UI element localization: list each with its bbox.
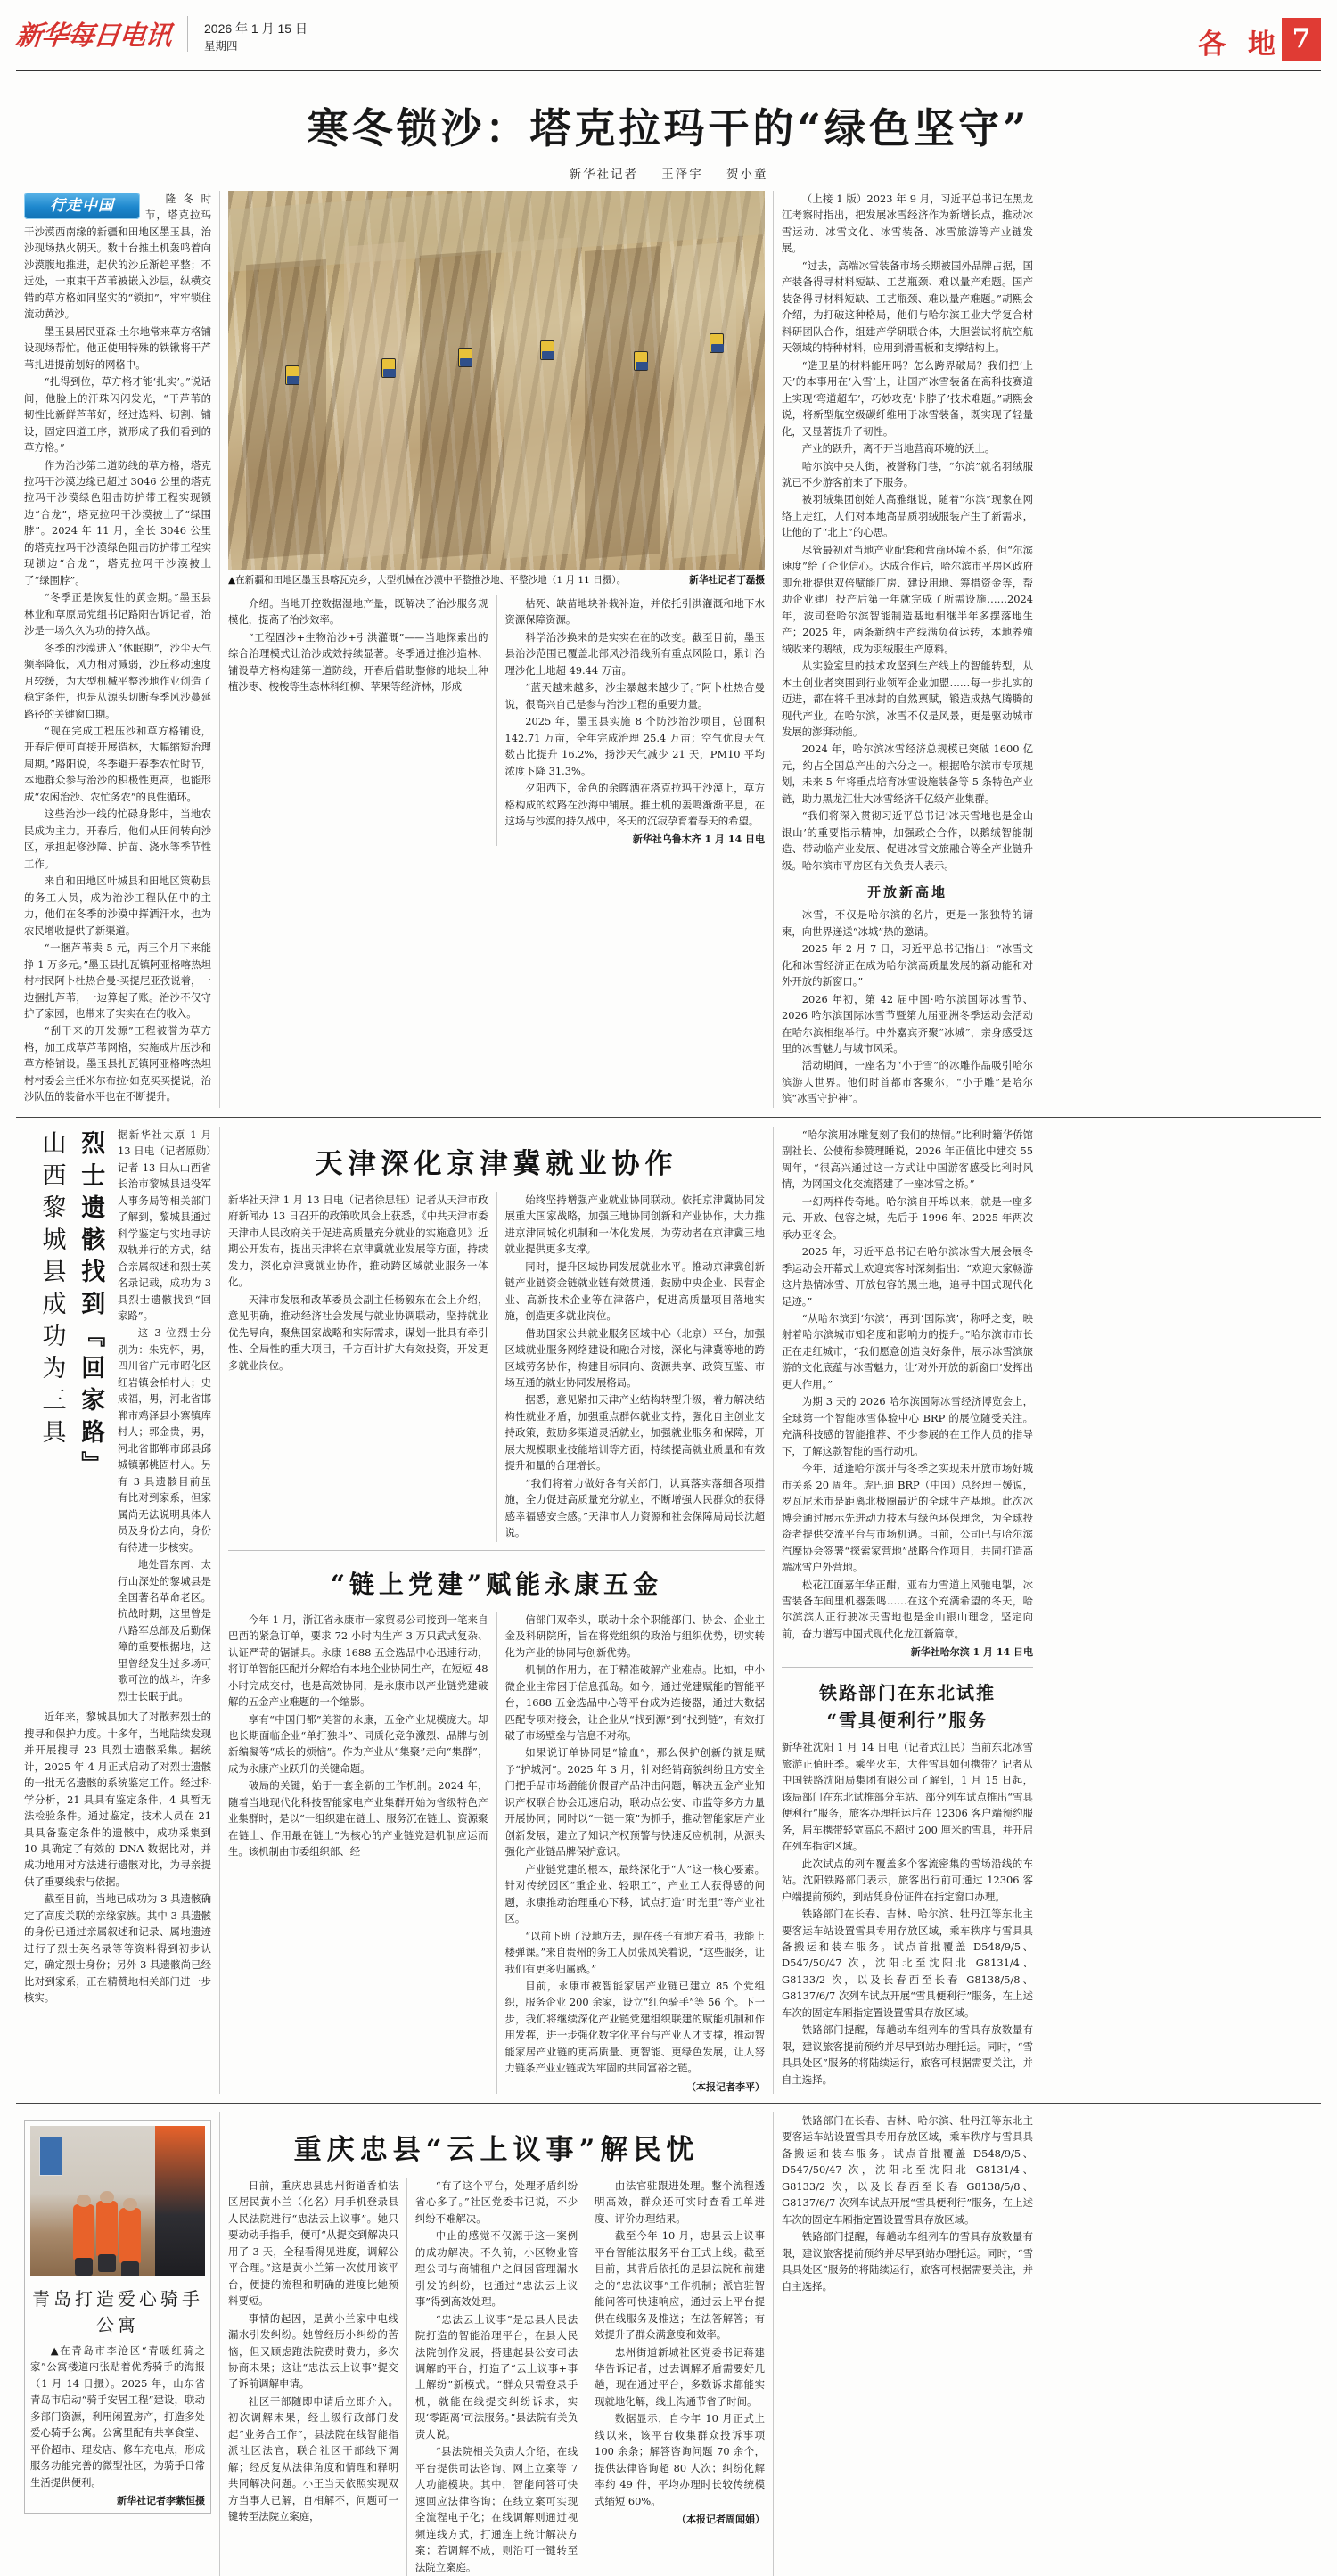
- paragraph: 为期 3 天的 2026 哈尔滨国际冰雪经济博览会上，全球第一个智能冰雪体验中心 BRP 的展位随受关注。充满科技感的智能推荐、不少参展的在工作人员的指导下，了解这款智能的雪行动机。: [782, 1395, 1033, 1457]
- paragraph: 铁路部门在长春、吉林、哈尔滨、牡丹江等东北主要客运车站设置雪具专用存放区域，乘车秩序与雪具具备搬运和装车服务。试点首批覆盖 D548/9/5、D547/50/47 次，沈阳北至沈阳北 G8131/4、G8133/2 次，以及长春西至长春 G8138/5/8、G8137/6/7 次列车试点开展“雪具便利行”服务，在上述车次的固定车厢指定置设置雪具存放区域。: [782, 2113, 1033, 2226]
- paragraph: 机制的作用力，在于精准破解产业难点。比如，中小微企业主常困于信息孤岛。如今，通过党建赋能的智能平台，1688 五金选品中心等平台成为连接器，通过大数据匹配专项对接会，让企业从“找到源”到“找到链”，有效打破了市场壁垒与信息不对称。: [504, 1663, 765, 1742]
- paragraph: 日前，重庆忠县忠州街道香柏法区居民黄小兰（化名）用手机登录县人民法院进行“忠法云上议事”。她只要动动手指手，便可“从提交到解决只用了 3 天，全程看得见进度，调解公平合理。”这是黄小兰第一次使用该平台，便捷的流程和明确的进度比她预料要短。: [228, 2178, 398, 2308]
- middle-section: [16, 1127, 1321, 2094]
- paragraph: 松花江面嘉年华正酣，亚布力雪道上风驰电掣，冰雪装备车间里机器轰鸣……在这个充满希望的冬天，哈尔滨滨人正行驶冰天雪地也是金山银山理念，坚定向前，奋力谱写中国式现代化龙江新篇章。: [782, 1578, 1033, 1640]
- paragraph: “造卫星的材料能用吗？怎么跨界破局？我们把‘上天’的本事用在‘入雪’上，让国产冰雪装备在高科技赛道上实现‘弯道超车’，巧妙攻克‘卡脖子’技术难题。”胡熙会说，将新型航空级碳纤维用于冰雪装备，既实现了轻量化，又显著提升了韧性。: [782, 358, 1033, 438]
- chongqing-credit: （本报记者周闻娟）: [677, 2514, 765, 2526]
- photo-caption-block: [228, 574, 765, 588]
- qingdao-credit: 新华社记者李紫恒摄: [117, 2495, 205, 2507]
- shanxi-vertical-headline: [24, 1127, 118, 1705]
- paragraph: “冬季正是恢复性的黄金期。”墨玉县林业和草原局党组书记路阳告诉记者，治沙是一场久久为功的持久战。: [24, 591, 211, 637]
- shanxi-story: [16, 1127, 219, 2094]
- rail-column-2: [774, 2112, 1041, 2576]
- bottom-section: [16, 2112, 1321, 2576]
- paragraph: 介绍。当地开控数据湿地产量，既解决了治沙服务规模化，提高了治沙效率。: [228, 596, 488, 627]
- masthead-rule: [16, 70, 1321, 71]
- paragraph: 天津市发展和改革委员会副主任杨毅东在会上介绍，意见明确，推动经济社会发展与就业协调联动，坚持就业优先导向，聚焦国家战略和实际需求，谋划一批具有牵引性、全局性的重大项目，千方百计扩大有效投资，开发更多就业岗位。: [228, 1292, 488, 1372]
- paragraph: “有了这个平台，处理矛盾纠纷省心多了。”社区党委书记说，不少纠纷不难解决。: [414, 2178, 578, 2225]
- paragraph: 享有“中国门都”美誉的永康，五金产业规模庞大。却也长期面临企业“单打独斗”、同质化竞争激烈、品牌与创新编凝等“成长的烦恼”。作为产业从“集聚”走向“集群”，成为永康产业跃升的关键命题。: [228, 1712, 488, 1775]
- masthead-section-zone: [1198, 12, 1321, 61]
- yongkang-column-2: [497, 1612, 766, 2094]
- paragraph: 近年来，黎城县加大了对散葬烈士的搜寻和保护力度。十多年，当地陆续发现并开展搜寻 23 具烈士遗骸采集。据统计，2025 年 4 月正式启动了对烈士遗骸的一批无名遗骸的系统鉴定工作。经过科学分析，21 具具有鉴定条件，4 具暂无法检验条件。通过鉴定，技术人员在 21 具具备鉴定条件的遗骸中，成功采集到 10 具确定了有效的 DNA 数据比对，并成功地用对方法进行遗骸对比，为寻亲提供了重要线索与依据。: [24, 1710, 211, 1888]
- chongqing-columns: [228, 2178, 765, 2576]
- publication-logo: 新华每日电讯: [13, 20, 173, 52]
- yongkang-headline: “链上党建”赋能永康五金: [330, 1569, 663, 1599]
- rail-headline-line2: “雪具便利行”服务: [826, 1710, 988, 1732]
- paragraph: 地处晋东南、太行山深处的黎城县是全国著名革命老区。抗战时期，这里曾是八路军总部及后勤保障的重要根据地，这里曾经发生过多场可歌可泣的战斗，许多烈士长眠于此。: [118, 1558, 211, 1702]
- tianjin-columns: [228, 1192, 765, 1542]
- paragraph: 铁路部门提醒，每趟动车组列车的雪具存放数量有限，建议旅客提前预约并尽早到站办理托运。同时，“雪具具处区”服务的将陆续运行，旅客可根据需要关注，并自主选择。: [782, 2023, 1033, 2086]
- paragraph: “扎得到位，草方格才能‘扎实’。”说话间，他脸上的汗珠闪闪发光，“干芦苇的韧性比新鲜芦苇好，经过选料、切割、铺设，固定四道工序，就形成了我们看到的草方格。”: [24, 375, 211, 455]
- paragraph: 始终坚持增强产业就业协同联动。依托京津冀协同发展重大国家战略，加强三地协同创新和产业协作，大力推进京津同城化机制和一体化发展，为劳动者在京津冀三地就业提供更多支撑。: [504, 1193, 765, 1256]
- shanxi-body-col: [118, 1127, 211, 1705]
- paragraph-dateline: 新华社天津 1 月 13 日电（记者徐思钰）记者从天津市政府新闻办 13 日召开的政策吹风会上获悉，《中共天津市委 天津市人民政府关于促进高质量充分就业的实施意见》近期公开发布，提出天津将在京津冀就业发展等方面，持续发力，深化京津冀就业协作，推动跨区域就业服务一体化。: [228, 1193, 488, 1289]
- paragraph: “过去，高端冰雪装备市场长期被国外品牌占据，国产装备得寻材料短缺、工艺瓶颈、难以量产难题。国产装备得寻材料短缺、工艺瓶颈、难以量产难题。”胡熙会介绍，为打破这种格局，他们与哈尔滨工业大学复合材料研团队合作，组建产学研联合体，大胆尝试将航空航天领域的特种材料，应用到滑雪板和支撑结构上。: [782, 258, 1033, 355]
- shanxi-headline-main: 烈士遗骸找到『回家路』: [77, 1129, 105, 1483]
- paragraph: 活动期间，一座名为“小于雪”的冰雕作品吸引哈尔滨游人世界。他们时首都市客聚尔，“小于雕”是哈尔滨“冰雪守护神”。: [782, 1059, 1033, 1105]
- paragraph: 此次试点的列车覆盖多个客流密集的雪场沿线的车站。沈阳铁路部门表示，旅客出行前可通过 12306 客户端提前预约，到站凭身份证件在指定窗口办理。: [782, 1857, 1033, 1903]
- harbin-subhead: 开放新高地: [866, 884, 947, 901]
- publication-weekday: 星期四: [204, 40, 238, 53]
- walking-china-badge: 行走中国: [24, 193, 140, 219]
- paragraph: “工程固沙+生物治沙+引洪灌溉”——当地探索出的综合治理模式让治沙成效持续显著。冬季通过推沙造林、铺设草方格构建第一道防线，开春后借助整修的地块上种植沙枣、梭梭等生态林科红柳、苹果等经济林，形成: [228, 630, 488, 693]
- qingdao-photo: [30, 2126, 205, 2276]
- lead-subcolumns: [228, 595, 765, 847]
- paragraph: 科学治沙换来的是实实在在的改变。截至目前，墨玉县治沙范围已覆盖北部风沙沿线所有重点风险口，累计治理沙化土地超 49.44 万亩。: [504, 630, 765, 677]
- paragraph: 如果说订单协同是“输血”，那么保护创新的就是赋予“护城河”。2025 年 3 月，针对经销商貌纠纷且方安全门把手品市场潜能价假冒产品冲击问题，解决五金产业知识产权联合协会迅速启动，联动点公安、市监等多方力量开展协同；同时以“一链一策”为抓手，推动智能家居产业创新发展，建立了知识产权预警与快速反应机制，从源头强化产业链品牌保护意识。: [504, 1746, 765, 1858]
- paragraph: 从实验室里的技术攻坚到生产线上的智能转型，从本土创业者突围到行业领军企业加盟……每一步扎实的迈进，都在将千里冰封的自然禀赋，锻造成热气腾腾的现代产业。在哈尔滨，冰雪不仅是风景，更是驱动城市发展的澎湃动能。: [782, 660, 1033, 738]
- lead-dateline-end: 新华社乌鲁木齐 1 月 14 日电: [632, 833, 765, 846]
- paragraph-dateline: 新华社沈阳 1 月 14 日电（记者武江民）当前东北冰雪旅游正值旺季。乘坐火车，大件雪具如何携带？记者从中国铁路沈阳局集团有限公司了解到，1 月 15 日起，该局部门在东北试推部分车站、部分列车试点推出“雪具便利行”服务，旅客办理托运后在 12306 客户端预约服务，届车携带轻宽高总不超过 200 厘米的雪具，并开启在列车指定区域。: [782, 1741, 1033, 1853]
- paragraph: 2025 年 2 月 7 日，习近平总书记指出：“冰雪文化和冰雪经济正在成为哈尔滨高质量发展的新动能和对外开放的新窗口。”: [782, 942, 1033, 989]
- paragraph: 今年 1 月，浙江省永康市一家贸易公司接到一笔来自巴西的紧急订单，要求 72 小时内生产 3 万只武式复杂、认证严苛的锯铺具。永康 1688 五金选品中心迅速行动，将订单智能匹配并分解给有本地企业协同生产，在短短 48 小时完成交付，也是高效协同，是永康市以产业链党建破解的五金产业难题的一个缩影。: [228, 1612, 488, 1709]
- section-name: 各 地: [1198, 29, 1282, 61]
- harbin-body-1: [782, 191, 1033, 874]
- tianjin-column-1: [228, 1192, 496, 1542]
- rail-body: [782, 1739, 1033, 2088]
- paragraph: “现在完成工程压沙和草方格铺设，开春后便可直接开展造林，大幅缩短治理周期。”路阳说，冬季避开春季农忙时节，本地群众参与治沙的积极性更高，也能形成“农闲治沙、农忙务农”的良性循环。: [24, 725, 211, 803]
- paragraph: “哈尔滨用冰雕复刻了我们的热情。”比利时籍华侨馆副社长、公使衔参赞理睡说，2026 年正值比中建交 55 周年，“很高兴通过这一方式让中国游客感受比利时风情，为网国文化交流搭建了一座冰雪之桥。”: [782, 1128, 1033, 1191]
- paragraph: 墨玉县居民亚森·土尔地常来草方格铺设现场帮忙。他正使用特殊的铁锹将干芦苇扎进提前划好的网格中。: [24, 324, 211, 371]
- yongkang-column-1: [228, 1612, 496, 2094]
- paragraph: 由法官驻跟进处理。整个流程透明高效，群众还可实时查看工单进度、评价办理结果。: [595, 2178, 765, 2225]
- publication-date: 2026 年 1 月 15 日: [204, 21, 308, 36]
- lead-headline: 寒冬锁沙：塔克拉玛干的“绿色坚守”: [307, 104, 1030, 152]
- paragraph: 枯死、缺苗地块补栽补造，并依托引洪灌溉和地下水资源保障资源。: [504, 596, 765, 627]
- paragraph: ▲在青岛市李沧区“青暖红骑之家”公寓楼道内张贴着优秀骑手的海报（1 月 14 日摄）。2025 年，山东省青岛市启动“骑手安居工程”建设，联动多部门资源，利用闲置房产，打造多处爱心骑手公寓。公寓里配有共享食堂、平价超市、理发店、修车充电点，形成服务功能完善的微型社区，为骑手日常生活提供便利。: [30, 2343, 205, 2489]
- shanxi-headline-sub: 山西黎城县成功为三具: [37, 1129, 66, 1451]
- paragraph: 据新华社太原 1 月 13 日电（记者原勋）记者 13 日从山西省长治市黎城县退役军人事务局等相关部门了解到，黎城县通过科学鉴定与实地寻访双轨并行的方式，结合亲属叙述和烈士英名录记载，成功为 3 具烈士遗骸找到“回家路”。: [118, 1128, 211, 1322]
- paragraph: 产业的跃升，离不开当地营商环境的沃土。: [801, 442, 996, 455]
- paragraph: 2024 年，哈尔滨冰雪经济总规模已突破 1600 亿元，约占全国总产出的六分之一。根据哈尔滨市专项规划，未来 5 年将重点培育冰雪设施装备等 5 条特色产业链，助力黑龙江壮大冰雪经济千亿级产业集群。: [782, 742, 1033, 805]
- paragraph: 破局的关键，始于一套全新的工作机制。2024 年，随着当地现代化科技智能家电产业集群开始为省级特色产业集群时，是以“一组织建在链上、服务沉在链上、资源聚在链上、作用最在链上”为核心的产业链党建机制应运而生。该机制由市委组织部、经: [228, 1779, 488, 1858]
- rail-headline-line1: 铁路部门在东北试推: [819, 1682, 996, 1704]
- paragraph: “刮干来的开发源”工程被誉为草方格，加工成草芦苇网格，实施成片压沙和草方格铺设。墨玉县扎瓦镇阿亚格喀热坦村村委会主任米尔布拉·如克买买提说，治沙队伍的装备水平也在不断提升。: [24, 1024, 211, 1103]
- chongqing-story: [220, 2112, 773, 2576]
- tianjin-headline: 天津深化京津冀就业协作: [315, 1147, 678, 1180]
- qingdao-caption: [30, 2342, 205, 2490]
- chongqing-headline: 重庆忠县“云上议事”解民忧: [293, 2133, 700, 2166]
- paragraph: 这些治沙一线的忙碌身影中，当地农民成为主力。开春后，他们从田间转向沙区，承担起修沙障、护苗、浇水等季节性工作。: [24, 808, 211, 870]
- lead-body-2: [228, 595, 496, 847]
- byline-reporter-1: 王泽宇: [661, 168, 703, 182]
- center-middle-zone: [220, 1127, 773, 2094]
- harbin-column-2: [774, 1127, 1041, 2094]
- paragraph: 冰雪，不仅是哈尔滨的名片，更是一张独特的请柬，向世界递送“冰城”热的邀请。: [782, 908, 1033, 938]
- paragraph: 哈尔滨中央大街，被誉称门巷，“尔滨”就名羽绒服就已不少游客前来了下服务。: [782, 459, 1033, 488]
- paragraph: 忠州街道新城社区党委书记蒋建华告诉记者，过去调解矛盾需要好几趟，现在通过平台，多数诉求都能实现就地化解，线上沟通节省了时间。: [595, 2345, 765, 2408]
- paragraph: 今年，适逢哈尔滨开与冬季之实现未开放市场好城市关系 20 周年。虎巴迪 BRP（中国）总经理王媛说，罗瓦尼米市是距离北极圈最近的全球生产基地。此次冰博会通过展示先进动力技术与绿色环保理念，为全球投资者提供交流平台与市场机遇。目前，公司已与哈尔滨汽摩协会签署“探索家营地”战略合作项目，共同打造高端冰雪户外营地。: [782, 1462, 1033, 1574]
- paragraph: “县法院相关负责人介绍，在线平台提供司法咨询、网上立案等 7 大功能模块。其中，智能问答可快速回应法律咨询；在线立案可实现全流程电子化；在线调解则通过视频连线方式，打通连上统计解决方案；若调解不成，则沿可一键转至法院立案庭。: [414, 2445, 578, 2573]
- paragraph: 截至目前，当地已成功为 3 具遗骸确定了高度关联的亲缘家族。其中 3 具遗骸的身份已通过亲属叙述和记录、属地遗迹进行了烈士英名录等等资料得到初步认定，确定烈士身份；另外 3 具遗骸尚已经比对到家系，正在精赞地相关部门进一步核实。: [24, 1892, 211, 2005]
- page-number-badge: 7: [1282, 18, 1321, 61]
- yongkang-columns: [228, 1612, 765, 2094]
- tianjin-column-2: [497, 1192, 766, 1542]
- paragraph: 夕阳西下，金色的余晖洒在塔克拉玛干沙漠上，草方格构成的纹路在沙海中铺展。推土机的轰鸣渐渐平息，在这场与沙漠的持久战中，冬天的沉寂孕育着春天的希望。: [504, 782, 765, 827]
- shanxi-body-rest: [24, 1709, 211, 2006]
- section-rule: [16, 1117, 1321, 1118]
- byline-reporter-2: 贺小童: [726, 168, 768, 182]
- chongqing-column-1: [228, 2178, 406, 2576]
- top-section: [16, 191, 1321, 1108]
- paragraph: 铁路部门在长春、吉林、哈尔滨、牡丹江等东北主要客运车站设置雪具专用存放区域，乘车秩序与雪具具备搬运和装车服务。试点首批覆盖 D548/9/5、D547/50/47 次，沈阳北至沈阳北 G8131/4、G8133/2 次，以及长春西至长春 G8138/5/8、G8137/6/7 次列车试点开展“雪具便利行”服务，在上述车次的固定车厢指定置设置雪具存放区域。: [782, 1907, 1033, 2019]
- paragraph: “我们将深入贯彻习近平总书记‘冰天雪地也是金山银山’的重要指示精神，加强政企合作，以鹅绒智能制造、带动临产业发展、促进冰雪文旅融合等全产业链升级。哈尔滨市平房区有关负责人表示。: [782, 809, 1033, 872]
- qingdao-photo-story: [16, 2112, 219, 2576]
- paragraph: 据悉，意见紧扣天津产业结构转型升级，着力解决结构性就业矛盾，加强重点群体就业支持，强化自主创业支持政策，鼓励多渠道灵活就业，加强就业服务和保障，开展大规模职业技能培训等方面，持续提高就业质量和有效提升和量的合理增长。: [504, 1393, 765, 1473]
- paragraph: 产业链党建的根本，最终深化于“人”这一核心要素。针对传统园区“重企业、轻职工”，产业工人获得感的问题，永康推动治理重心下移，试点打造“时光里”等产业社区。: [504, 1862, 765, 1925]
- masthead-logo-zone: [13, 12, 308, 55]
- paragraph: 信部门双牵头，联动十余个职能部门、协会、企业主金及科研院所，旨在将党组织的政治与组织优势，切实转化为产业的协同与创新优势。: [504, 1612, 765, 1659]
- photo-caption: ▲在新疆和田地区墨玉县喀瓦克乡，大型机械在沙漠中平整推沙地、平整沙地（1 月 11 日摄）。: [228, 575, 627, 586]
- byline-prefix: 新华社记者: [569, 168, 638, 182]
- paragraph: 被羽绒集团创始人高雅继说，随着“尔滨”现象在网络上走红，人们对本地高品质羽绒服装产生了新需求，让他的了“北上”的心思。: [782, 493, 1033, 539]
- harbin-column-1: [774, 191, 1041, 1108]
- paragraph: 冬季的沙漠进入“休眠期”，沙尘天气频率降低，风力相对减弱，沙丘移动速度月较缓，为大型机械平整沙地作业创造了稳定条件，也是从源头切断春季风沙蔓延路径的关键窗口期。: [24, 641, 211, 720]
- lead-byline: [16, 164, 1321, 182]
- masthead-date-zone: [204, 12, 308, 55]
- harbin-body-2: [782, 1127, 1033, 1643]
- paragraph: 2025 年，习近平总书记在哈尔滨冰雪大展会展冬季运动会开幕式上欢迎宾客时深刻指出：“欢迎大家畅游这片热情冰雪、开放包容的黑土地，追寻中国式现代化足迹。”: [782, 1245, 1033, 1308]
- paragraph: 2026 年初，第 42 届中国·哈尔滨国际冰雪节、2026 哈尔滨国际冰雪节暨第九届亚洲冬季运动会活动在哈尔滨相继举行。中外嘉宾齐聚“冰城”，亲身感受这里的冰雪魅力与城市风采。: [782, 992, 1033, 1054]
- rail-body-2: [782, 2112, 1033, 2294]
- paragraph: 一幻两样传奇地。哈尔滨自开埠以来，就是一座多元、开放、包容之城，先后于 1996 年、2025 年两次承办亚冬会。: [782, 1194, 1033, 1241]
- paragraph: 作为治沙第二道防线的草方格，塔克拉玛干沙漠边缘已超过 3046 公里的塔克拉玛干沙漠绿色阻击防护带工程实现锁边“合龙”，塔克拉玛干沙漠披上了“绿围脖”。2024 年 11 月，全长 3046 公里的塔克拉玛干沙漠绿色阻击防护带工程实现锁边“合龙”，塔克拉玛干沙漠披上了“绿围脖”。: [24, 458, 211, 587]
- photo-credit: 新华社记者丁磊摄: [689, 575, 765, 586]
- paragraph: “忠法云上议事”是忠县人民法院打造的智能治理平台，在县人民法院创作发展，搭建起县公安司法调解的平台，打造了“云上议事+事上解纷”新模式。“群众只需登录手机，就能在线提交纠纷诉求，实现‘零距离’司法服务。”县法院有关负责人说。: [414, 2312, 578, 2441]
- paragraph: 隆冬时节，塔克拉玛干沙漠西南缘的新疆和田地区墨玉县，治沙现场热火朝天。数十台推土机轰鸣着向沙漠腹地推进，起伏的沙丘渐趋平整；不远处，一束束干芦苇被嵌入沙层，纵横交错的草方格如同坚实的“锁扣”，牢牢锁住流动黄沙。: [24, 193, 211, 321]
- paragraph: 2025 年，墨玉县实施 8 个防沙治沙项目，总面积 142.71 万亩，全年完成治理 25.4 万亩；空气优良天气数占比提升 16.2%，扬沙天气减少 21 天，PM10 平均浓度下降 31.3%。: [504, 715, 765, 777]
- paragraph: 来自和田地区叶城县和田地区策勒县的务工人员，成为治沙工程队伍中的主力，他们在冬季的沙漠中挥洒汗水，也为农民增收提供了新渠道。: [24, 874, 211, 937]
- paragraph: “我们将着力做好各有关部门，认真落实落细各项措施，全力促进高质量充分就业，不断增强人民群众的获得感幸福感安全感。”天津市人力资源和社会保障局局长沈超说。: [504, 1476, 765, 1539]
- lead-center-zone: [220, 191, 773, 1108]
- chongqing-column-2: [407, 2178, 586, 2576]
- qingdao-photo-box: [24, 2120, 211, 2514]
- paragraph: 截至今年 10 月，忠县云上议事平台智能法服务平台正式上线。截至目前，其背后依托的是县法院和前建之的“忠法议事”工作机制；派官驻智能问答可快速响应，通过云上平台提供在线服务及推送；在法答解答；有效提升了群众满意度和效率。: [595, 2229, 765, 2342]
- paragraph: 铁路部门提醒，每趟动车组列车的雪具存放数量有限，建议旅客提前预约并尽早到站办理托运。同时，“雪具具处区”服务的将陆续运行，旅客可根据需要关注，并自主选择。: [782, 2230, 1033, 2293]
- paragraph: 借助国家公共就业服务区域中心（北京）平台，加强区域就业服务网络建设和融合对接，深化与津冀等地的跨区域劳务协作，构建目标同向、资源共享、政策互鉴、市场互通的就业协同发展格局。: [504, 1326, 765, 1389]
- paragraph: 同时，提升区域协同发展就业水平。推动京津冀创新链产业链资金链就业链有效贯通，鼓励中央企业、民营企业、高新技术企业等在津落户，促进高质量项目落地实施，创造更多就业岗位。: [504, 1259, 765, 1323]
- paragraph: 中止的感觉不仅源于这一案例的成功解决。不久前，小区物业管理公司与商铺租户之间因管理漏水引发的纠纷，也通过“忠法云上议事”得到高效处理。: [414, 2229, 578, 2309]
- paragraph: “蓝天越来越多，沙尘暴越来越少了。”阿卜杜热合曼说，很高兴自己是参与治沙工程的重要力量。: [504, 681, 765, 710]
- paragraph: 社区干部随即申请后立即介入。初次调解未果，经上级行政部门发起“业务合工作”，县法院在线智能指派社区法官，联合社区干部线下调解；经反复从法律角度和情理和释明共同解决问题。小王当天依照实现双方当事人已解，自相解不，问题可一键转至法院立案庭，: [228, 2394, 398, 2523]
- desert-photo: [228, 191, 765, 570]
- harbin-body-1b: [782, 907, 1033, 1107]
- paragraph: 事情的起因，是黄小兰家中电线漏水引发纠纷。她曾经历小纠纷的苦恼，但又顾虑跑法院费时费力，多次协商未果；这让“忠法云上议事”提交了诉前调解申请。: [228, 2311, 398, 2391]
- masthead: [13, 12, 1321, 68]
- yongkang-credit: （本报记者李平）: [686, 2080, 765, 2093]
- paragraph: “一捆芦苇卖 5 元，两三个月下来能挣 1 万多元。”墨玉县扎瓦镇阿亚格喀热坦村村民阿卜杜热合曼·买提尼亚孜说着，一边捆扎芦苇，一边算起了账。治沙不仅守护了家园，也带来了实实在在的收入。: [24, 941, 211, 1020]
- section-rule: [16, 2103, 1321, 2104]
- paragraph: 数据显示，自今年 10 月正式上线以来，该平台收集群众投诉事项 100 余条；解答咨询问题 70 余个，提供法律咨询超 80 人次；纠纷化解率约 49 件，平均办理时长较传统模式缩短 60%。: [595, 2412, 765, 2507]
- paragraph: 这 3 位烈士分别为：朱宪怀，男，四川省广元市昭化区红岩镇会柏村人；史成福，男，河北省邯郸市鸡泽县小寨镇库村人；郭金贵，男，河北省邯郸市邱县邱城镇郭桃固村人。另有 3 具遗骸目前虽有比对到家系，但家属尚无法说明具体人员及身份去向，身份有待进一步核实。: [118, 1326, 211, 1554]
- paragraph: （上接 1 版）2023 年 9 月，习近平总书记在黑龙江考察时指出，把发展冰雪经济作为新增长点，推动冰雪运动、冰雪文化、冰雪装备、冰雪旅游等产业链发展。: [782, 193, 1033, 255]
- paragraph: 目前，永康市被智能家居产业链已建立 85 个党组织，服务企业 200 余家，设立“红色骑手”等 56 个。下一步，我们将继续深化产业链党建组织联建的赋能机制和作用发挥，进一步强化数字化平台与产业人才支撑，推动智能家居产业链的更高质量、更智能、更绿色发展，让人努力链条产业业链成为牢固的共同富裕之链。: [504, 1980, 765, 2075]
- harbin-credit: 新华社哈尔滨 1 月 14 日电: [910, 1646, 1033, 1659]
- story-rule: [782, 1667, 1033, 1668]
- paragraph: “从哈尔滨到‘尔滨’，再到‘国际滨’，称呼之变，映射着哈尔滨城市知名度和影响力的提升。”哈尔滨市市长正在走红城市，“我们愿意创造良好条件，展示冰雪滨旅游的文化底蕴与冰雪魅力，让‘对外开放的新窗口’发挥出更大作用。”: [782, 1312, 1033, 1391]
- chongqing-column-3: [586, 2178, 765, 2576]
- paragraph: “以前下班了没地方去，现在孩子有地方看书，我能上楼弹课。”来自贵州的务工人员张凤笑着说，“这些服务，让我们有更多归属感。”: [504, 1929, 765, 1975]
- lead-column-1: [16, 191, 219, 1108]
- lead-body-3: [497, 595, 766, 847]
- masthead-divider: [187, 16, 188, 52]
- story-rule: [228, 1550, 765, 1551]
- paragraph: 尽管最初对当地产业配套和营商环境不系，但“尔滨速度”给了企业信心。达成合作后，哈尔滨市平房区政府即允批提供双倍赋能厂房、建设用地、筹措资金等，帮助企业建厂投产后第一年就完成了所需设施……2024 年，波司登哈尔滨智能制造基地相继半年多摆落地生产；2025 年，两条新纳生产线满负荷运转，本地养殖绒收来的鹅绒，成为羽绒服生产原料。: [782, 543, 1033, 655]
- qingdao-photo-title: 青岛打造爱心骑手公寓: [32, 2287, 203, 2335]
- lead-body-1: [24, 191, 211, 1105]
